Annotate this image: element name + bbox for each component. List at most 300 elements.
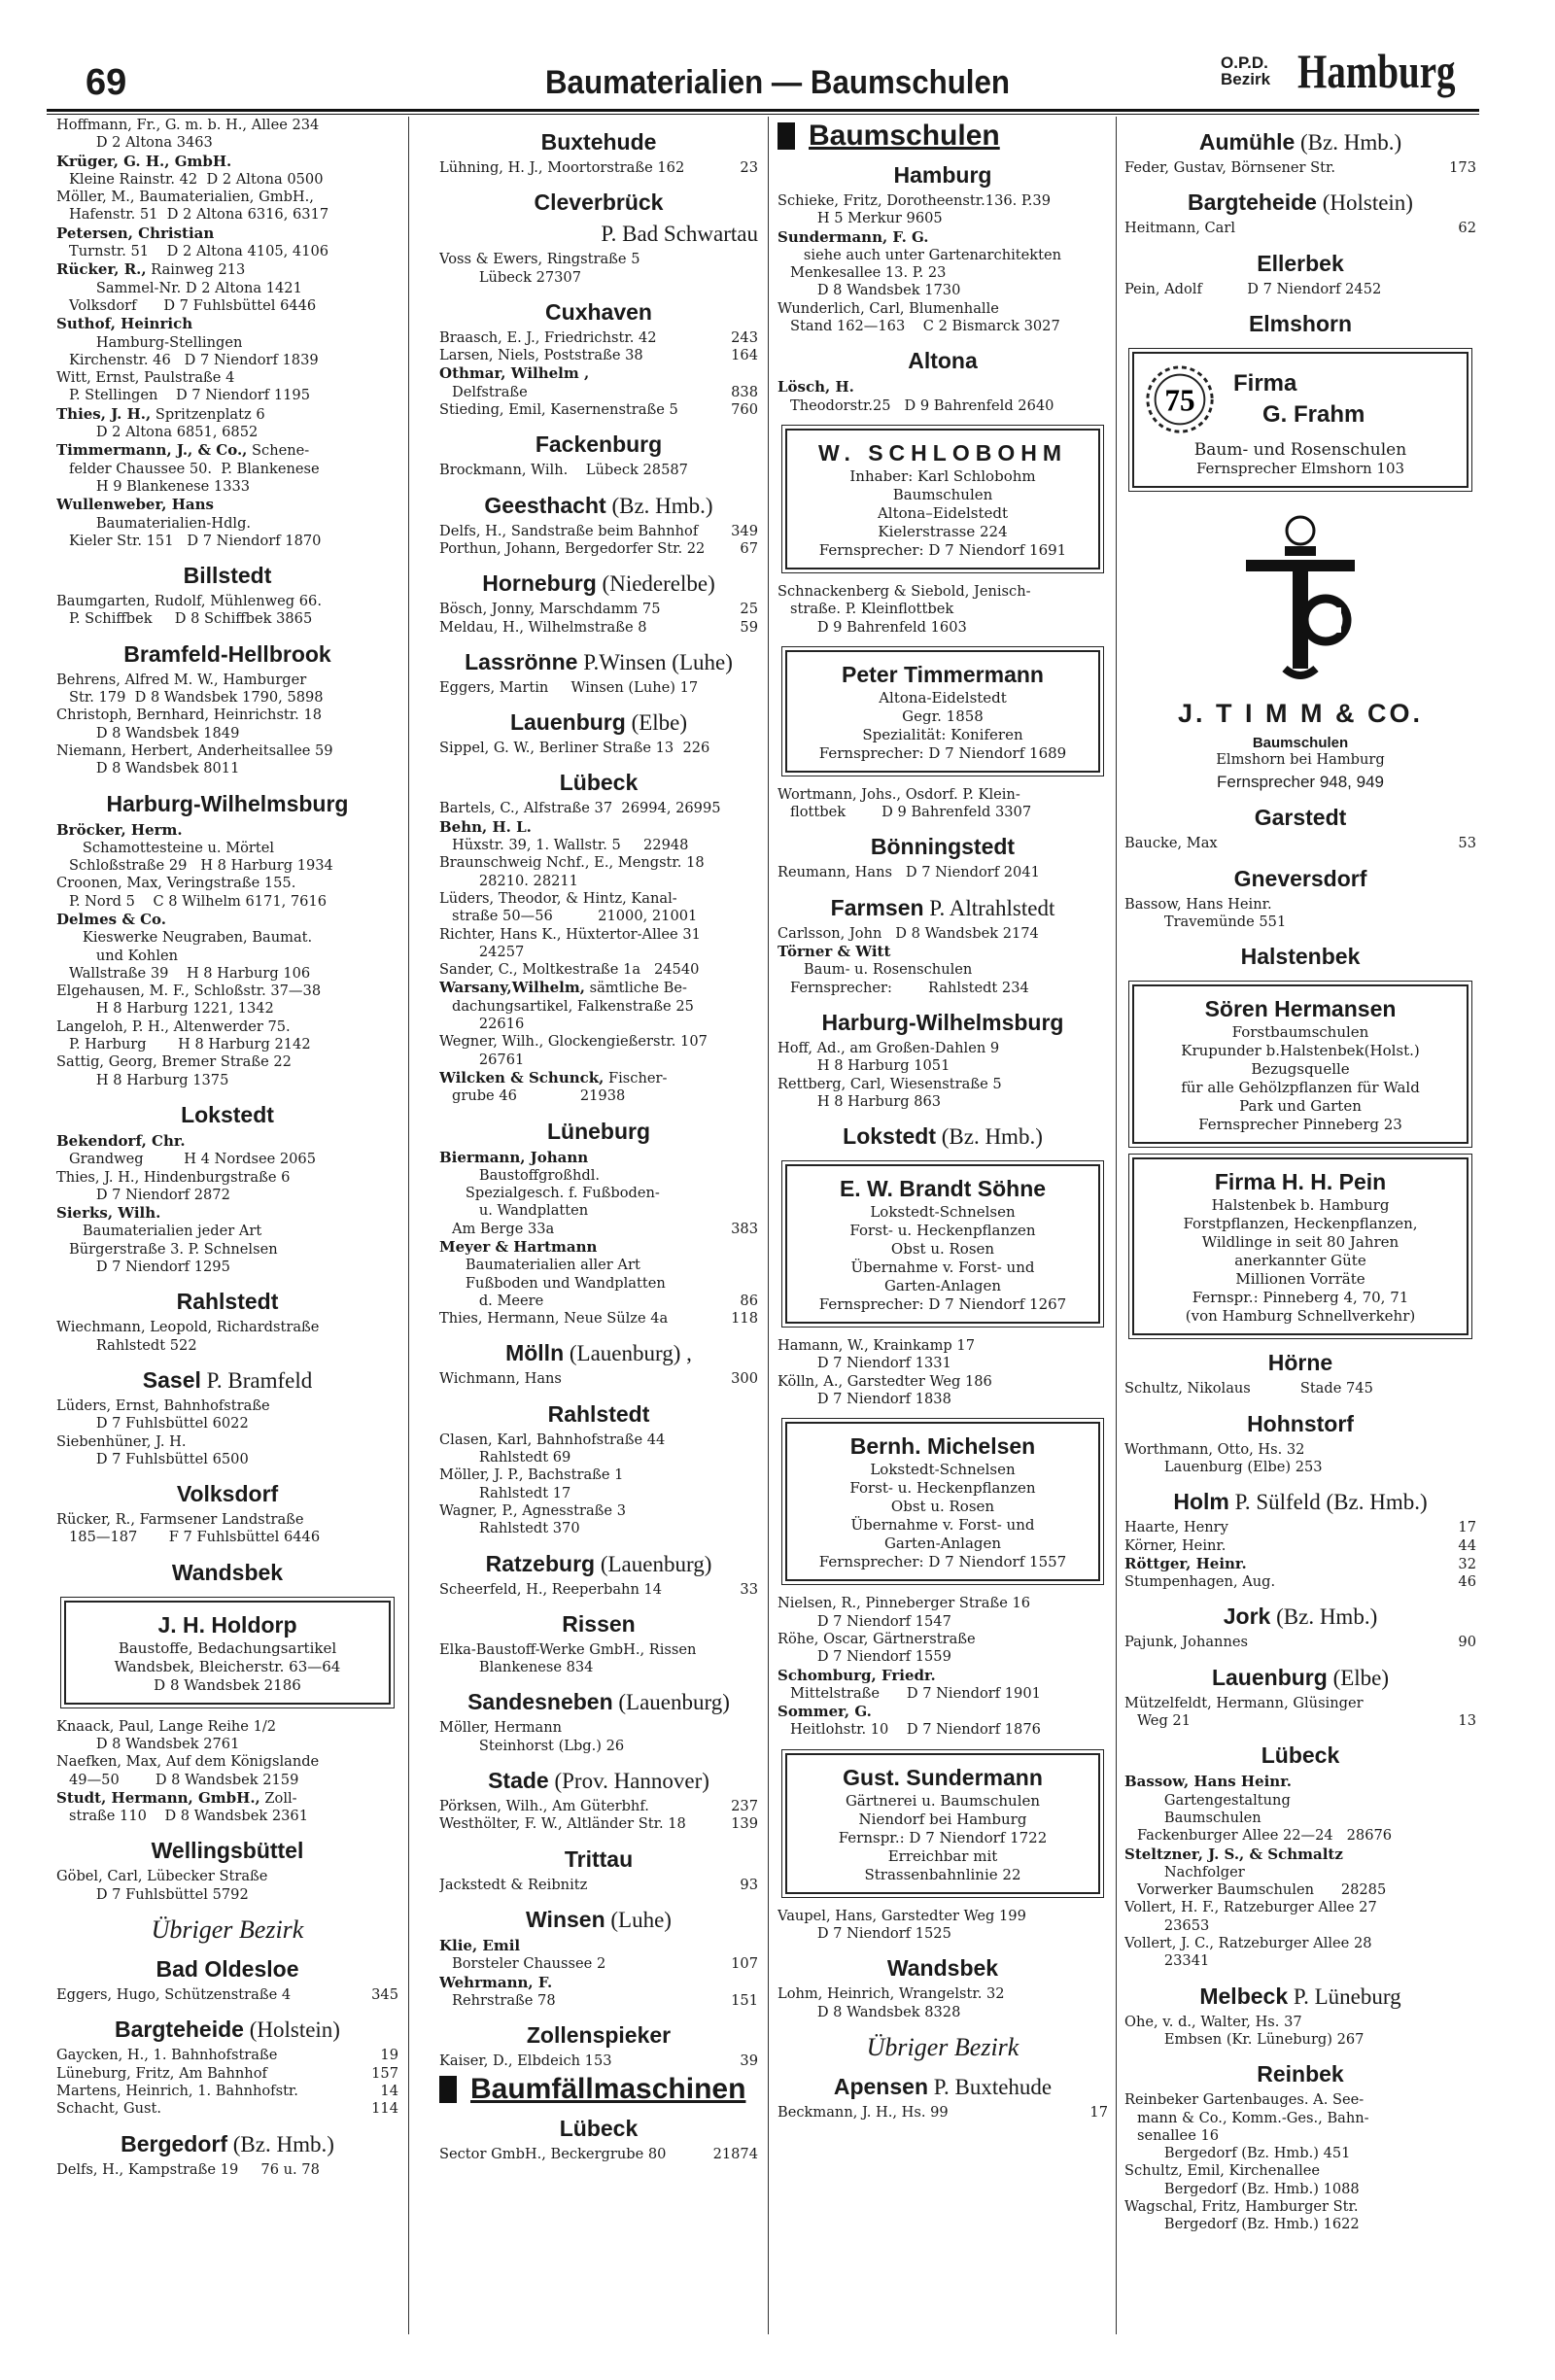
place-qualifier: P. Altrahlstedt [923,895,1055,920]
listing-text: Voss & Ewers, Ringstraße 5 Lübeck 27307 [439,251,640,286]
phone-number: 114 [371,2100,398,2118]
listing-name: Studt, Hermann, GmbH., [56,1788,260,1807]
listing-text: Schnackenberg & Siebold, Jenisch- straße. P. Kleinflottbek D 9 Bahrenfeld 1603 [778,582,1031,636]
place-heading [56,1955,398,1983]
listing-entry [56,593,398,629]
listing-text: Vaupel, Hans, Garstedter Weg 199 D 7 Niendorf 1525 [778,1907,1026,1942]
place-name: Elmshorn [1248,310,1353,336]
listing-text: Grandweg H 4 Nordsee 2065 [69,1151,317,1168]
listing-text: Baumaterialien aller Art Fußboden und Wandplatten d. Meere [465,1257,666,1309]
phone-number: 44 [1458,1536,1476,1554]
listing-entry [778,864,1108,881]
timm-logo-icon [1242,505,1359,690]
listing-text: Lüders, Ernst, Bahnhofstraße D 7 Fuhlsbüttel 6022 [56,1397,270,1432]
listing-entry [56,1319,398,1355]
listing-text: Mützelfeldt, Hermann, Glüsinger Weg 21 [1124,1694,1364,1730]
listing-entry [778,1703,1108,1740]
place-name: Buxtehude [540,129,657,155]
listing-text: Ohe, v. d., Walter, Hs. 37 Embsen (Kr. Lüneburg) 267 [1124,2013,1365,2048]
listing-text: Brockmann, Wilh. Lübeck 28587 [439,462,688,479]
listing-entry [439,1238,758,1310]
listing-text: Eggers, Martin Winsen (Luhe) 17 [439,678,699,696]
listing-text: Witt, Ernst, Paulstraße 4 P. Stellingen D 7 Niendorf 1195 [56,369,310,404]
ad-line: Obst u. Rosen [890,1240,995,1259]
listing-entry [56,1132,398,1169]
ad-line: Baumschulen [892,485,993,503]
ad-line: Fernsprecher: D 7 Niendorf 1557 [818,1553,1067,1571]
place-heading [56,2016,398,2044]
listing-text: Gaycken, H., 1. Bahnhofstraße [56,2047,278,2064]
listing-text: Christoph, Bernhard, Heinrichstr. 18 D 8 Wandsbek 1849 [56,707,323,742]
listing-entry [1124,1634,1476,1651]
place-name: Halstenbek [1240,944,1361,970]
listing-entry [439,1719,758,1755]
place-qualifier: (Elbe) [1327,1665,1390,1690]
listing-entry [439,2146,758,2163]
listing-text: Gartengestaltung Baumschulen Fackenburger Allee 22—24 28676 [1137,1791,1393,1845]
listing-text: Sander, C., Moltkestraße 1a 24540 [439,961,700,979]
listing-entry [56,189,398,224]
listing-entry [56,1511,398,1547]
advertisement-box [785,1422,1100,1581]
listing-text: Haarte, Henry [1124,1519,1228,1536]
listing-entry [56,1018,398,1054]
listing-entry [56,153,398,190]
place-heading [1124,1664,1476,1692]
listing-text: Möller, M., Baumaterialien, GmbH., Hafenstr. 51 D 2 Altona 6316, 6317 [56,189,329,224]
listing-entry [439,1466,758,1502]
ad-line: Kielerstrasse 224 [878,522,1008,540]
listing-text: Schene- felder Chaussee 50. P. Blankenese H 9 Blankenese 1333 [69,442,320,495]
ad-line: Inhaber: Karl Schlobohm [849,466,1036,485]
listing-text: Kölln, A., Garstedter Weg 186 D 7 Niendorf 1838 [778,1372,992,1408]
listing-text: Wichmann, Hans [439,1370,562,1388]
place-heading [1124,310,1476,338]
listing-entry [1124,220,1476,237]
listing-text: Rettberg, Carl, Wiesenstraße 5 H 8 Harburg 863 [778,1075,1002,1110]
listing-text: Theodorstr.25 D 9 Bahrenfeld 2640 [790,397,1054,414]
listing-text: Hoffmann, Fr., G. m. b. H., Allee 234 D 2 Altona 3463 [56,117,320,152]
ad-line: Erreichbar mit [887,1846,998,1865]
listing-entry [56,1053,398,1089]
city-heading: Hamburg [1297,44,1456,98]
section-title: Baumschulen [809,119,1000,152]
ad-line: für alle Gehölzpflanzen für Wald [1181,1079,1420,1097]
place-qualifier: (Bz. Hmb.) [605,493,713,518]
listing-text: Bartels, C., Alfstraße 37 26994, 26995 [439,800,721,817]
listing-text: Turnstr. 51 D 2 Altona 4105, 4106 [69,243,329,260]
phone-number: 23 [740,159,758,176]
listing-text: Behrens, Alfred M. W., Hamburger Str. 179 D 8 Wandsbek 1790, 5898 [56,671,324,707]
listing-entry [439,679,758,697]
listing-text: Wiechmann, Leopold, Richardstraße Rahlstedt 522 [56,1319,320,1354]
listing-entry [439,2052,758,2070]
ad-line: Fernspr.: D 7 Niendorf 1722 [838,1828,1048,1846]
place-name: Holm [1173,1489,1229,1515]
column-1 [56,117,398,2332]
place-name: Lauenburg [509,709,626,736]
phone-number: 838 [731,383,758,400]
place-qualifier: (Bz. Hmb.) [935,1124,1043,1150]
listing-name: Behn, H. L. [439,817,532,836]
listing-name: Rücker, R., [56,260,147,279]
listing-text: Wunderlich, Carl, Blumenhalle Stand 162—163 C 2 Bismarck 3027 [778,299,1060,335]
place-heading [439,2115,758,2143]
listing-name: Wilcken & Schunck, [439,1068,605,1087]
listing-text: Spritzenplatz 6 D 2 Altona 6851, 6852 [95,405,265,441]
place-heading [1124,1742,1476,1770]
phone-number: 39 [740,2052,758,2070]
phone-number: 33 [740,1580,758,1598]
ad-line: Park und Garten [1239,1097,1362,1116]
listing-name: Meyer & Hartmann [439,1237,598,1256]
place-name: Stade [488,1768,549,1794]
phone-number: 19 [380,2047,398,2064]
place-name: Harburg-Wilhelmsburg [106,790,349,816]
listing-text: Worthmann, Otto, Hs. 32 Lauenburg (Elbe) 253 [1124,1440,1323,1475]
listing-text: Hamburg-Stellingen Kirchenstr. 46 D 7 Niendorf 1839 [69,333,319,368]
column-divider [408,117,409,2334]
listing-name: Petersen, Christian [56,224,215,242]
listing-text: Jackstedt & Reibnitz [439,1876,588,1893]
place-name: Lüneburg [546,1118,651,1144]
listing-entry [439,979,758,1033]
place-qualifier: P. Bramfeld [200,1367,313,1393]
place-heading [439,1339,758,1367]
listing-entry [439,1937,758,1974]
ad-line: Altona-Eidelstedt [879,688,1007,707]
listing-entry [56,2065,398,2083]
listing-entry [778,943,1108,997]
ad-line: Forst- u. Heckenpflanzen [849,1222,1036,1240]
phone-number: 67 [740,539,758,557]
listing-entry [439,401,758,419]
listing-text: Möller, Hermann Steinhorst (Lbg.) 26 [439,1719,625,1754]
ad-line: Elmshorn bei Hamburg [1216,751,1385,769]
listing-text: Lüders, Theodor, & Hintz, Kanal- straße 50—56 21000, 21001 [439,889,698,925]
listing-entry [439,601,758,618]
listing-entry [778,1908,1108,1944]
place-heading [56,790,398,818]
advertisement-box [1132,1157,1469,1335]
place-heading [778,2073,1108,2101]
listing-text: Porthun, Johann, Bergedorfer Str. 22 [439,539,706,557]
anniversary-wreath-icon [1142,362,1218,437]
listing-entry [439,540,758,558]
ad-line: Übernahme v. Forst- und [850,1259,1035,1277]
listing-entry [56,911,398,983]
listing-text: Mittelstraße D 7 Niendorf 1901 [790,1684,1041,1702]
ad-title: Firma H. H. Pein [1214,1169,1387,1195]
section-heading [778,119,1108,152]
phone-number: 93 [740,1876,758,1893]
page-number: 69 [86,62,127,103]
listing-text: Kleine Rainstr. 42 D 2 Altona 0500 [69,170,324,188]
header-rule [47,109,1479,112]
place-qualifier: P. Sülfeld (Bz. Hmb.) [1228,1490,1428,1515]
place-heading [439,128,758,156]
listing-text: Pein, Adolf D 7 Niendorf 2452 [1124,280,1382,297]
ad-line: Forstpflanzen, Heckenpflanzen, [1183,1215,1418,1233]
place-qualifier: (Bz. Hmb.) [1270,1604,1378,1630]
place-heading [1124,943,1476,971]
listing-entry [778,1631,1108,1667]
listing-entry [778,228,1108,300]
listing-text: Carlsson, John D 8 Wandsbek 2174 [778,924,1039,942]
ad-title: Gust. Sundermann [843,1764,1043,1790]
ad-line: Niendorf bei Hamburg [858,1810,1027,1828]
listing-name: Steltzner, J. S., & Schmaltz [1124,1845,1343,1863]
column-4 [1124,117,1476,2332]
place-heading [1124,1488,1476,1516]
listing-entry [1124,835,1476,852]
listing-name: Bekendorf, Chr. [56,1131,186,1150]
place-name: Hohnstorf [1247,1410,1354,1436]
place-qualifier: (Bz. Hmb.) [227,2131,334,2156]
ad-title: J. T I M M & CO. [1177,699,1423,729]
listing-entry [56,1718,398,1754]
listing-name: Wullenweber, Hans [56,496,214,514]
listing-text: Schultz, Nikolaus Stade 745 [1124,1380,1373,1397]
listing-text: Baum- u. Rosenschulen Fernsprecher: Rahlstedt 234 [790,961,1029,996]
place-name: Lübeck [559,2116,639,2142]
ad-line: anerkannter Güte [1234,1252,1366,1270]
phone-number: 25 [740,601,758,618]
place-heading [439,1118,758,1146]
place-name: Apensen [833,2073,928,2099]
place-name: Bargteheide [115,2017,244,2043]
ad-line: Fernsprecher: D 7 Niendorf 1267 [818,1295,1067,1314]
ad-line: Gegr. 1858 [902,707,984,725]
listing-entry [439,619,758,637]
listing-entry [1124,1380,1476,1397]
place-name: Bargteheide [1188,190,1317,216]
phone-number: 300 [731,1370,758,1388]
listing-text: Beckmann, J. H., Hs. 99 [778,2103,949,2121]
listing-text: Niemann, Herbert, Anderheitsallee 59 D 8 Wandsbek 8011 [56,742,333,777]
listing-entry [1124,281,1476,298]
listing-entry [56,496,398,550]
listing-text: Rehrstraße 78 [452,1991,556,2009]
phone-number: 151 [731,1991,758,2009]
ad-line: Strassenbahnlinie 22 [864,1865,1021,1883]
listing-text: Nachfolger Vorwerker Baumschulen 28285 [1137,1863,1387,1899]
listing-entry [778,786,1108,822]
place-heading [1124,1349,1476,1377]
ad-title: E. W. Brandt Söhne [839,1176,1047,1202]
ad-line: Fernsprecher: D 7 Niendorf 1691 [818,540,1067,559]
anniversary-number: 75 [1164,383,1195,418]
listing-entry [56,672,398,707]
listing-text: Eggers, Hugo, Schützenstraße 4 [56,1986,292,2004]
listing-entry [1124,1441,1476,1477]
listing-text: Elka-Baustoff-Werke GmbH., Rissen Blankenese 834 [439,1640,697,1676]
page-header [0,0,1555,117]
ad-line: Garten-Anlagen [883,1535,1002,1553]
listing-text: Croonen, Max, Veringstraße 155. P. Nord 5 C 8 Wilhelm 6171, 7616 [56,875,328,910]
listing-text: Wegner, Wilh., Glockengießerstr. 107 26761 [439,1033,708,1068]
ad-line: Baumschulen [1252,735,1349,752]
place-heading [439,2021,758,2050]
phone-number: 46 [1458,1573,1476,1591]
place-qualifier: (Bz. Hmb.) [1295,130,1402,155]
place-name: Cuxhaven [545,298,652,325]
listing-entry [439,800,758,817]
listing-name: Wehrmann, F. [439,1973,553,1991]
listing-text: Röhe, Oscar, Gärtnerstraße D 7 Niendorf 1559 [778,1630,976,1666]
ad-line: Gärtnerei u. Baumschulen [845,1791,1041,1810]
place-heading [439,189,758,217]
listing-text: Schultz, Emil, Kirchenallee Bergedorf (Bz. Hmb.) 1088 [1124,2162,1360,2197]
listing-text: Knaack, Paul, Lange Reihe 1/2 D 8 Wandsbek 2761 [56,1717,277,1752]
listing-entry [439,1310,758,1328]
listing-text: Delfstraße [452,383,528,400]
phone-number: 237 [731,1798,758,1815]
place-name: Lokstedt [843,1123,936,1150]
place-name: Aumühle [1198,129,1296,155]
place-heading [439,1688,758,1716]
listing-entry [439,1798,758,1815]
place-heading [56,1101,398,1129]
listing-entry [778,192,1108,228]
listing-entry [439,1431,758,1467]
listing-name: Schomburg, Friedr. [778,1666,936,1684]
phone-number: 62 [1458,220,1476,237]
listing-entry [56,821,398,876]
listing-text: Baumgarten, Rudolf, Mühlenweg 66. P. Schiffbek D 8 Schiffbek 3865 [56,593,322,628]
listing-entry [1124,1773,1476,1845]
ad-line: Halstenbek b. Hamburg [1211,1196,1390,1215]
listing-text: Martens, Heinrich, 1. Bahnhofstr. [56,2082,298,2099]
phone-number: 32 [1458,1555,1476,1572]
place-heading [56,1837,398,1865]
place-heading-suffix: P. Bad Schwartau [601,222,758,247]
ad-line: Garten-Anlagen [883,1277,1002,1295]
listing-entry [56,875,398,911]
advertisement-timm [1124,505,1476,793]
place-heading [439,1400,758,1429]
phone-number: 14 [380,2082,398,2099]
phone-number: 139 [731,1815,758,1833]
listing-entry [778,300,1108,336]
place-name: Fackenburg [535,431,663,458]
ad-line: Lokstedt-Schnelsen [870,1203,1016,1222]
listing-text: Hüxstr. 39, 1. Wallstr. 5 22948 [452,837,689,854]
ad-line: Wandsbek, Bleicherstr. 63—64 [114,1657,341,1675]
place-name: Wandsbek [886,1955,999,1982]
place-heading [439,648,758,676]
place-qualifier: (Lauenburg) , [564,1341,692,1366]
phone-number: 173 [1449,159,1476,176]
place-name: Gneversdorf [1233,865,1367,891]
phone-number: 383 [731,1220,758,1237]
ad-line: Forstbaumschulen [1231,1023,1369,1042]
listing-entry [439,347,758,364]
phone-number: 53 [1458,835,1476,852]
place-heading [778,1954,1108,1983]
listing-name: Timmermann, J., & Co., [56,441,248,460]
place-name: Garstedt [1254,805,1347,831]
place-name: Bergedorf [121,2130,228,2156]
listing-entry [778,1076,1108,1112]
listing-entry [778,1595,1108,1631]
listing-entry [439,1581,758,1599]
listing-entry [1124,2014,1476,2050]
place-qualifier: (Prov. Hannover) [548,1769,709,1794]
place-heading [778,347,1108,375]
listing-text: Borsteler Chaussee 2 [452,1955,606,1973]
listing-entry [56,260,398,315]
listing-name: Klie, Emil [439,1936,521,1954]
listing-entry [439,1641,758,1677]
listing-entry [56,1204,398,1276]
listing-text: Meldau, H., Wilhelmstraße 8 [439,618,647,636]
place-name: Lokstedt [181,1101,274,1127]
listing-text: Kaiser, D., Elbdeich 153 [439,2052,612,2070]
listing-entry [56,1868,398,1904]
place-name: Lübeck [559,770,639,796]
listing-text: Langeloh, P. H., Altenwerder 75. P. Harburg H 8 Harburg 2142 [56,1018,311,1053]
place-name: Farmsen [830,894,924,920]
ad-line: Obst u. Rosen [890,1498,995,1516]
place-name: Bad Oldesloe [156,1956,299,1983]
listing-entry [439,1815,758,1833]
listing-name: Lösch, H. [778,378,854,397]
phone-number: 345 [371,1986,398,2004]
place-qualifier: (Holstein) [1316,190,1413,216]
place-heading [56,1480,398,1508]
listing-text: Westhölter, F. W., Altländer Str. 18 [439,1815,686,1833]
listing-name: Delmes & Co. [56,910,166,928]
advertisement-box [785,1164,1100,1324]
ad-line: Lokstedt-Schnelsen [870,1461,1016,1479]
place-heading [1124,250,1476,278]
phone-number: 164 [731,347,758,364]
place-heading [56,1288,398,1316]
listing-text: Wagner, P., Agnesstraße 3 Rahlstedt 370 [439,1501,626,1537]
listing-text: Delfs, H., Kampstraße 19 76 u. 78 [56,2160,320,2178]
listing-entry [56,1986,398,2004]
listing-name: Suthof, Heinrich [56,315,193,333]
listing-text: Thies, J. H., Hindenburgstraße 6 D 7 Niendorf 2872 [56,1168,291,1203]
listing-entry [1124,2162,1476,2198]
listing-text: Baucke, Max [1124,835,1218,852]
place-qualifier: P. Buxtehude [928,2074,1053,2099]
place-heading [56,562,398,590]
listing-name: Othmar, Wilhelm , [439,364,590,383]
ad-line: Spezialität: Koniferen [862,725,1023,743]
place-name: Geesthacht [484,492,606,518]
listing-entry [1124,1537,1476,1555]
listing-entry [56,1397,398,1433]
listing-text: Elgehausen, M. F., Schloßstr. 37—38 H 8 Harburg 1221, 1342 [56,983,322,1018]
ad-title: G. Frahm [1262,400,1365,428]
listing-entry [56,983,398,1018]
opd-label: O.P.D. Bezirk [1221,53,1271,88]
listing-entry [439,1877,758,1894]
place-name: Rahlstedt [176,1289,279,1315]
listing-text: Vollert, H. F., Ratzeburger Allee 27 23653 [1124,1899,1377,1934]
ad-line: Fernspr.: Pinneberg 4, 70, 71 [1192,1289,1409,1307]
place-name: Winsen [526,1906,605,1932]
place-name: Altona [908,348,978,374]
place-name: Rahlstedt [547,1400,650,1427]
listing-text: Baumaterialien-Hdlg. Kieler Str. 151 D 7 Niendorf 1870 [69,514,322,549]
listing-entry [778,1373,1108,1409]
advertisement-box [64,1601,391,1705]
listing-text: Körner, Heinr. [1124,1536,1227,1554]
place-heading [439,708,758,737]
